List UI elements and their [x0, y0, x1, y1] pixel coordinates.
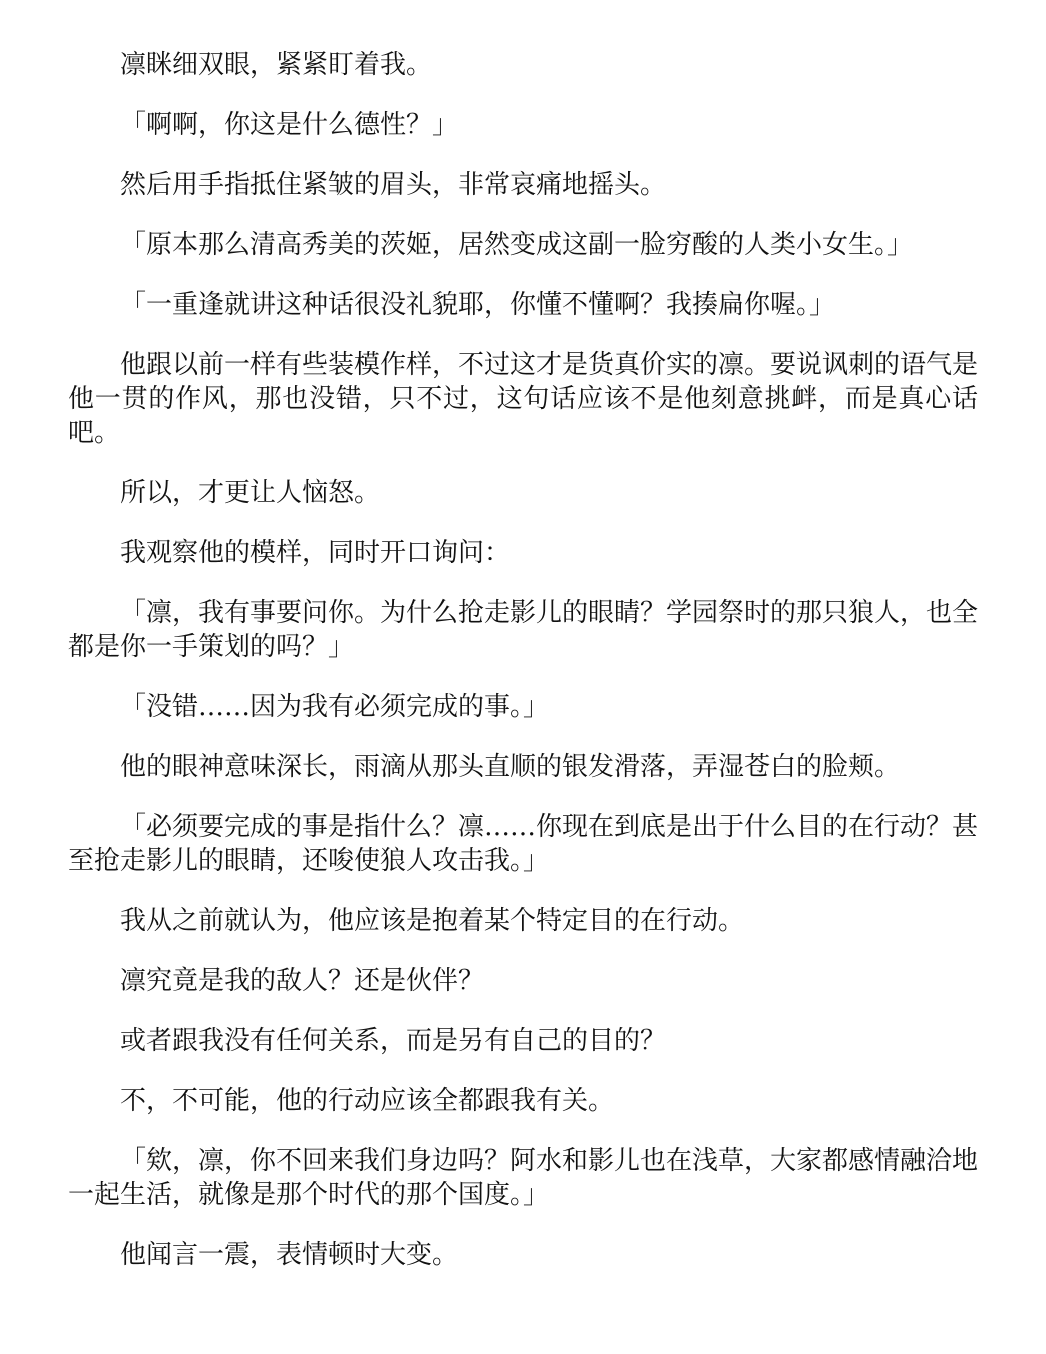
paragraph: 「凛，我有事要问你。为什么抢走影儿的眼睛？学园祭时的那只狼人，也全都是你一手策划的吗？」	[68, 598, 979, 662]
paragraph: 不，不可能，他的行动应该全都跟我有关。	[120, 1086, 615, 1116]
paragraph: 凛眯细双眼，紧紧盯着我。	[120, 50, 433, 80]
paragraph: 「啊啊，你这是什么德性？」	[120, 110, 459, 140]
paragraph: 「没错……因为我有必须完成的事。」	[120, 692, 550, 722]
paragraph: 他跟以前一样有些装模作样，不过这才是货真价实的凛。要说讽刺的语气是他一贯的作风，那也没错，只不过，这句话应该不是他刻意挑衅，而是真心话吧。	[68, 350, 979, 448]
paragraph: 「原本那么清高秀美的茨姬，居然变成这副一脸穷酸的人类小女生。」	[120, 230, 914, 260]
paragraph: 所以，才更让人恼怒。	[120, 478, 381, 508]
paragraph: 我观察他的模样，同时开口询问：	[120, 538, 511, 568]
paragraph: 「欸，凛，你不回来我们身边吗？阿水和影儿也在浅草，大家都感情融洽地一起生活，就像是那个时代的那个国度。」	[68, 1146, 979, 1210]
paragraph: 「必须要完成的事是指什么？凛……你现在到底是出于什么目的在行动？甚至抢走影儿的眼睛，还唆使狼人攻击我。」	[68, 812, 979, 876]
paragraph: 或者跟我没有任何关系，而是另有自己的目的？	[120, 1026, 667, 1056]
paragraph: 他的眼神意味深长，雨滴从那头直顺的银发滑落，弄湿苍白的脸颊。	[120, 752, 901, 782]
paragraph: 他闻言一震，表情顿时大变。	[120, 1240, 459, 1270]
document-body	[68, 48, 978, 1298]
paragraph: 凛究竟是我的敌人？还是伙伴？	[120, 966, 485, 996]
paragraph: 然后用手指抵住紧皱的眉头，非常哀痛地摇头。	[120, 170, 667, 200]
paragraph: 「一重逢就讲这种话很没礼貌耶，你懂不懂啊？我揍扁你喔。」	[120, 290, 836, 320]
paragraph: 我从之前就认为，他应该是抱着某个特定目的在行动。	[120, 906, 745, 936]
